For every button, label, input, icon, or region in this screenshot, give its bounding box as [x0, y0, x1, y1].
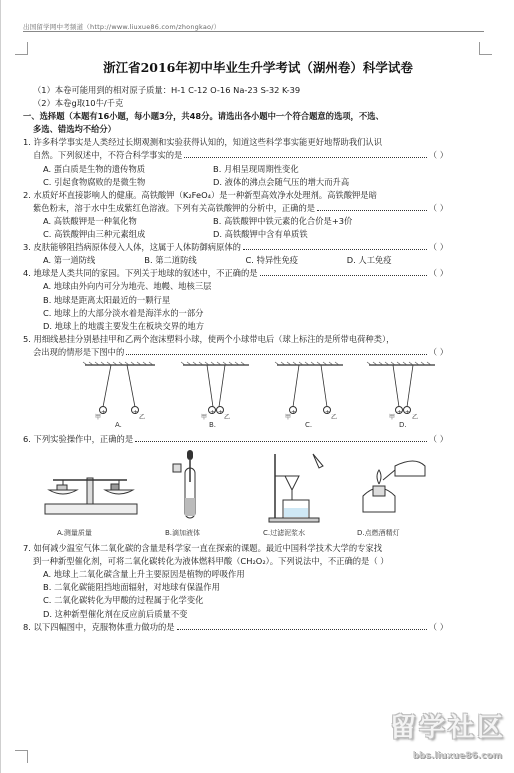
option: B. 高铁酸钾中铁元素的化合价是+3价	[213, 215, 353, 226]
option: A. 蛋白质是生物的遗传物质	[43, 163, 146, 174]
option: B. 地球是距离太阳最近的一颗行星	[43, 294, 171, 305]
panel-c	[275, 362, 343, 414]
charge-mark: +	[291, 408, 297, 416]
option: D. 液体的沸点会随气压的增大而升高	[213, 176, 350, 187]
answer-blank: （ ）	[428, 202, 448, 213]
question-7-stem-cont: 到一种新型催化剂，可将二氧化碳转化为液体燃料甲酸（CH₂O₂）。下列说法中，不正确的是（ ）	[33, 556, 389, 567]
figure-caption: D.点燃酒精灯	[357, 529, 400, 538]
panel-label: A.	[115, 420, 122, 429]
watermark-logo-text: 留学社区	[389, 713, 506, 743]
option: D. 人工免疫	[346, 255, 392, 266]
balance-drawing	[45, 478, 137, 514]
answer-blank: （ ）	[428, 621, 448, 632]
option: D. 地球上的地震主要发生在板块交界的地方	[43, 320, 205, 331]
question-5-stem: 5. 用细线悬挂分别悬挂甲和乙两个泡沫塑料小球，使两个小球带电后（球上标注的是所带电荷种类），	[23, 333, 395, 344]
charge-mark: +	[405, 408, 411, 416]
page-header: 出国留学网中考频道（http://www.liuxue86.com/zhongkao/）	[23, 23, 221, 31]
charge-mark: +	[397, 408, 403, 416]
ball-label: 甲	[201, 413, 208, 421]
figure-caption: C.过滤泥浆水	[263, 529, 306, 538]
alcohol-lamp-drawing	[363, 461, 425, 512]
question-2-options	[23, 228, 448, 241]
answer-blank: （ ）	[428, 242, 448, 253]
question-2-options	[23, 215, 448, 228]
question-3-options	[23, 254, 448, 267]
dropper-drawing	[173, 450, 195, 518]
section-heading-cont: 多选、错选均不给分）	[33, 124, 116, 135]
question-4-stem: 4. 地球是人类共同的家园。下列关于地球的叙述中，不正确的是 （ ）	[23, 267, 448, 280]
question-5-stem-cont: 会出现的情形是下图中的 （ ）	[23, 346, 448, 359]
question-7-stem: 7. 如何减少温室气体二氧化碳的含量是科学家一直在探索的课题。最近中国科学技术大学的专家找	[23, 543, 383, 554]
ball-label: 乙	[412, 413, 419, 421]
question-2-stem: 2. 水质好坏直接影响人的健康。高铁酸钾（K₂FeO₄）是一种新型高效净水处理剂。高铁酸钾是暗	[23, 189, 377, 200]
answer-blank: （ ）	[428, 150, 448, 161]
option: A. 地球上二氧化碳含量上升主要原因是植物的呼吸作用	[43, 569, 245, 580]
charge-mark: +	[101, 408, 107, 416]
watermark-url: bbs.liuxue86.com	[412, 751, 502, 761]
question-6-figure	[23, 448, 448, 540]
question-5-figure	[23, 361, 448, 431]
crop-mark-bottom-left	[15, 750, 28, 763]
question-3-stem: 3. 皮肤能够阻挡病原体侵入人体，这属于人体防御病原体的 （ ）	[23, 241, 448, 254]
note-line: （1）本卷可能用到的相对原子质量：H-1 C-12 O-16 Na-23 S-32 K-39	[33, 85, 301, 95]
ball-label: 甲	[285, 413, 292, 421]
answer-blank: （ ）	[428, 433, 448, 444]
option: D. 高铁酸钾中含有单质铁	[213, 229, 308, 240]
option: C. 高铁酸钾由三种元素组成	[43, 229, 146, 240]
answer-blank: （ ）	[428, 268, 448, 279]
section-heading: 一、选择题（本题有16小题，每小题3分，共48分。请选出各小题中一个符合题意的选项，不选、	[23, 111, 384, 122]
question-8-stem: 8. 以下四幅图中，克服物体重力做功的是 （ ）	[23, 621, 448, 634]
question-1-options	[23, 163, 448, 176]
panel-label: C.	[305, 420, 313, 429]
crop-mark-top-left	[15, 42, 28, 55]
charge-mark: +	[218, 408, 224, 416]
site-watermark	[358, 705, 508, 763]
option: C. 引起食物腐败的是微生物	[43, 176, 146, 187]
filtration-drawing	[269, 454, 323, 522]
crop-mark-top-right	[479, 42, 492, 55]
ball-label: 甲	[389, 413, 396, 421]
charge-mark: +	[133, 408, 139, 416]
document-title: 浙江省2016年初中毕业生升学考试（湖州卷）科学试卷	[103, 60, 413, 75]
question-1-stem: 1. 许多科学事实是人类经过长期观测和实验获得认知的，知道这些科学事实能更好地帮助我们认识	[23, 137, 383, 148]
figure-caption: B.滴加液体	[165, 529, 201, 538]
figure-caption: A.测量质量	[57, 529, 92, 538]
option: C. 地球上的大部分淡水着是海洋水的一部分	[43, 307, 204, 318]
charge-mark: +	[325, 408, 331, 416]
option: B. 月相呈现周期性变化	[213, 163, 299, 174]
panel-label: B.	[209, 420, 217, 429]
ball-label: 乙	[331, 413, 338, 421]
option: A. 高铁酸钾是一种氧化物	[43, 215, 137, 226]
option: D. 这种新型催化剂在反应前后质量不变	[43, 608, 188, 619]
option: A. 第一道防线	[43, 255, 96, 266]
panel-a	[83, 362, 155, 414]
pendulum-figure	[23, 361, 449, 431]
question-1-stem-cont: 自然。下列叙述中，不符合科学事实的是 （ ）	[23, 149, 448, 162]
question-1-options	[23, 176, 448, 189]
answer-blank: （ ）	[428, 346, 448, 357]
option: B. 第二道防线	[144, 255, 197, 266]
charge-mark: +	[210, 408, 216, 416]
ball-label: 乙	[139, 413, 146, 421]
option: A. 地球由外向内可分为地壳、地幔、地核三层	[43, 281, 212, 292]
option: C. 特异性免疫	[245, 255, 299, 266]
question-6-stem: 6. 下列实验操作中，正确的是 （ ）	[23, 433, 448, 446]
exam-body	[23, 84, 448, 634]
question-2-stem-cont: 紫色粉末，溶于水中生成紫红色溶液。下列有关高铁酸钾的分析中，正确的是 （ ）	[23, 202, 448, 215]
option: B. 二氧化碳能阻挡地面辐射，对地球有保温作用	[43, 582, 220, 593]
panel-label: D.	[399, 420, 407, 429]
option: C. 二氧化碳转化为甲酸的过程属于化学变化	[43, 595, 204, 606]
note-line: （2）本卷g取10牛/千克	[33, 98, 124, 109]
ball-label: 甲	[95, 413, 102, 421]
header-divider	[23, 31, 484, 32]
ball-label: 乙	[224, 413, 231, 421]
